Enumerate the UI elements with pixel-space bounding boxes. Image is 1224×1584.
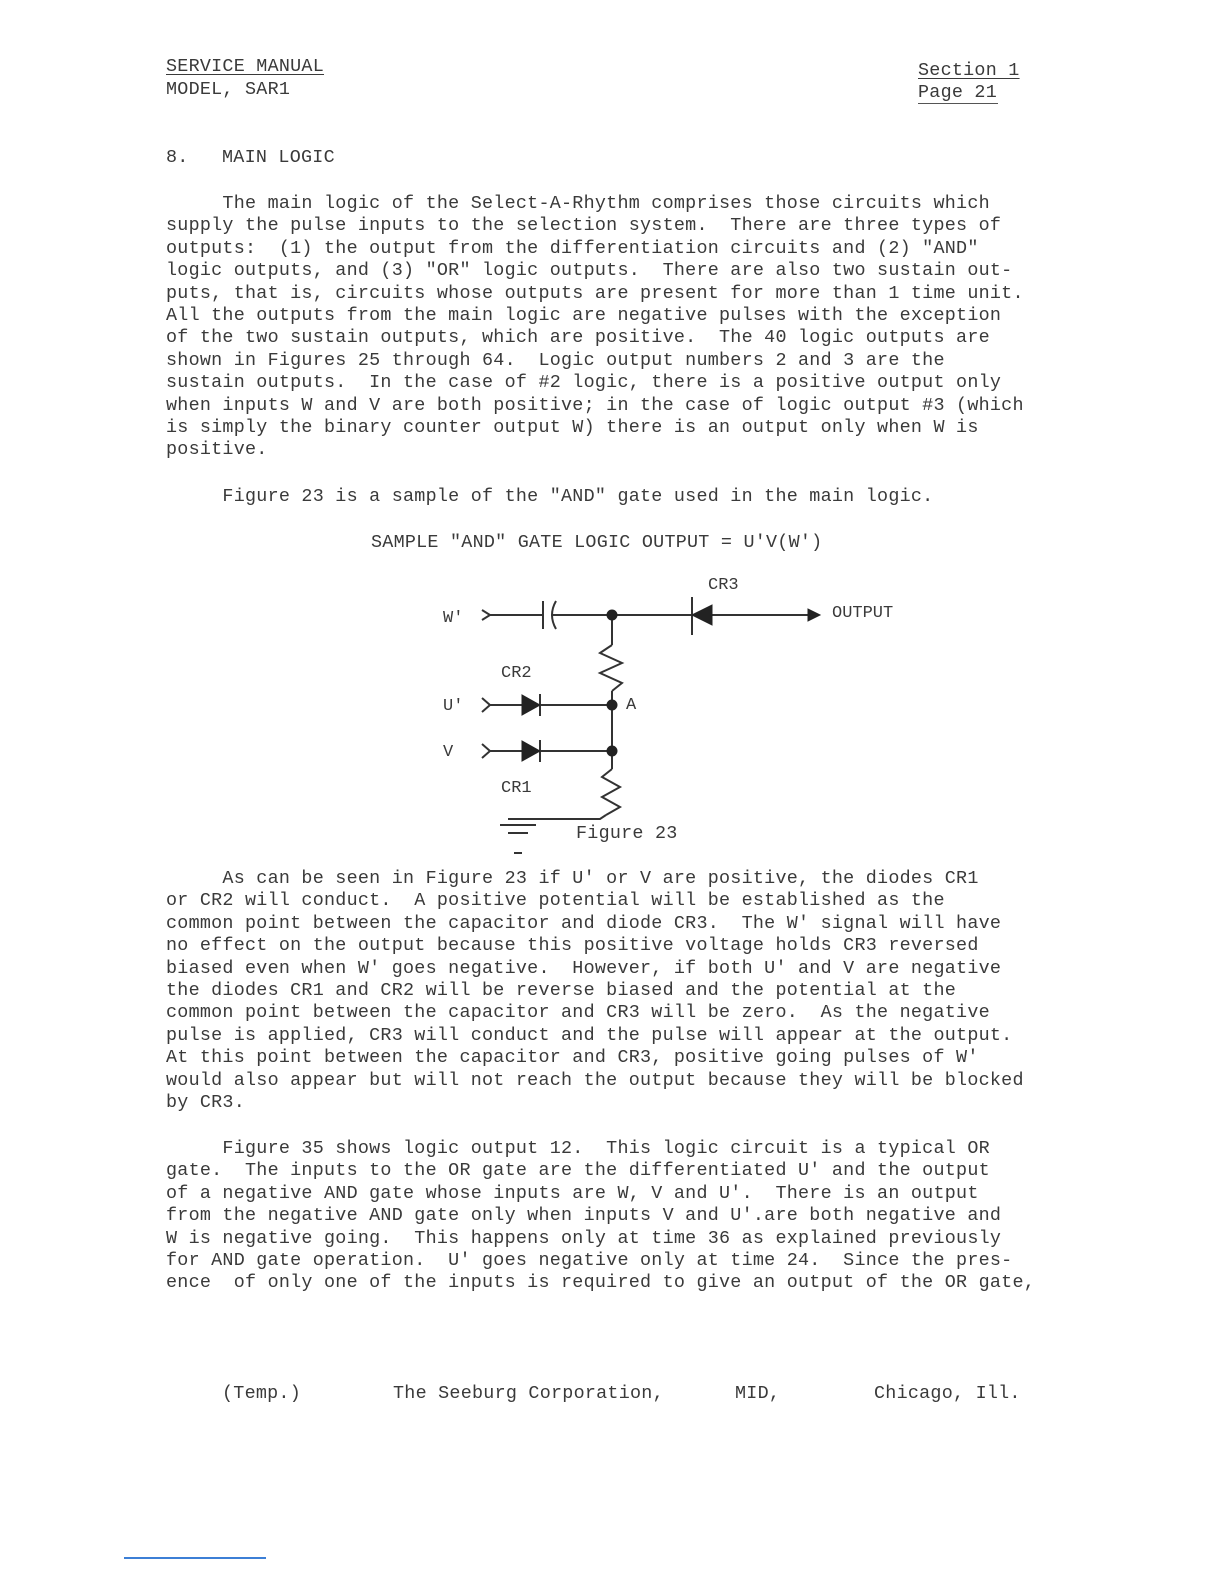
header-section: Section 1 [918,60,1020,81]
w-input-label: W' [443,609,464,628]
node-a-label: A [626,696,637,715]
junction-top [607,610,617,620]
section-number: 8. [166,147,189,168]
paragraph-figure-23-explanation: As can be seen in Figure 23 if U' or V are positive, the diodes CR1 or CR2 will conduct. A positive potential will be established as the common point between the capacitor and diode CR3. The W' signal will have no effect on the output because this positive voltage holds CR3 reversed biased even when W' goes negative. However, if both U' and V are negative the diodes CR1 and CR2 will be reverse biased and the potential at the common point between the capacitor and CR3 will be zero. As the negative pulse is applied, CR3 will conduct and the pulse will appear at the output. At this point between the capacitor and CR3, positive going pulses of W' would also appear but will not reach the output because they will be blocked by CR3. [166,868,1024,1114]
footer-division: MID, [735,1383,781,1404]
and-gate-circuit-diagram [420,565,940,865]
output-label: OUTPUT [832,604,894,623]
header-manual-title: SERVICE MANUAL [166,56,325,77]
cr3-diode-triangle [692,605,712,625]
cr3-label: CR3 [708,576,739,595]
paragraph-or-gate: Figure 35 shows logic output 12. This logic circuit is a typical OR gate. The inputs to the OR gate are the differentiated U' and the output of a negative AND gate whose inputs are W, V and U'. There is an output from the negative AND gate only when inputs V and U'.are both negative and W is negative going. This happens only at time 36 as explained previously for AND gate operation. U' goes negative only at time 24. Since the pres- ence of only one of the inputs is required to give an output of the OR gate, [166,1138,1036,1294]
w-input-arrow [482,610,490,620]
cr2-diode-triangle [522,695,540,715]
u-input-arrow [482,698,490,712]
cr1-label: CR1 [501,779,532,798]
footer-temp: (Temp.) [222,1383,302,1404]
header-page-number: Page 21 [918,82,998,103]
figure-caption: Figure 23 [576,823,678,844]
figure-title: SAMPLE "AND" GATE LOGIC OUTPUT = U'V(W') [371,532,823,553]
output-arrowhead [808,609,820,621]
cr2-label: CR2 [501,664,532,683]
header-page-rule [918,103,998,104]
junction-node-a [607,700,617,710]
junction-bottom [607,746,617,756]
bottom-resistor [602,769,620,815]
paragraph-main-logic-intro: The main logic of the Select-A-Rhythm comprises those circuits which supply the pulse inputs to the selection system. There are three types of outputs: (1) the output from the differentiation circuits and (2) "AND" logic outputs, and (3) "OR" logic outputs. There are also two sustain out- puts, that is, circuits whose outputs are present for more than 1 time unit. All the outputs from the main logic are negative pulses with the exception of the two sustain outputs, which are positive. The 40 logic outputs are shown in Figures 25 through 64. Logic output numbers 2 and 3 are the sustain outputs. In the case of #2 logic, there is a positive output only when inputs W and V are both positive; in the case of logic output #3 (which is simply the binary counter output W) there is an output only when W is positive. [166,193,1024,461]
header-model: MODEL, SAR1 [166,79,291,100]
u-input-label: U' [443,697,464,716]
bottom-rule [124,1557,266,1559]
v-input-label: V [443,743,454,762]
cr1-diode-triangle [522,741,540,761]
top-resistor [600,645,622,691]
paragraph-figure-23-intro: Figure 23 is a sample of the "AND" gate used in the main logic. [166,486,934,507]
section-title: MAIN LOGIC [222,147,335,168]
v-input-arrow [482,744,490,758]
footer-company: The Seeburg Corporation, [393,1383,664,1404]
footer-city: Chicago, Ill. [874,1383,1021,1404]
ground-wire [508,815,606,819]
